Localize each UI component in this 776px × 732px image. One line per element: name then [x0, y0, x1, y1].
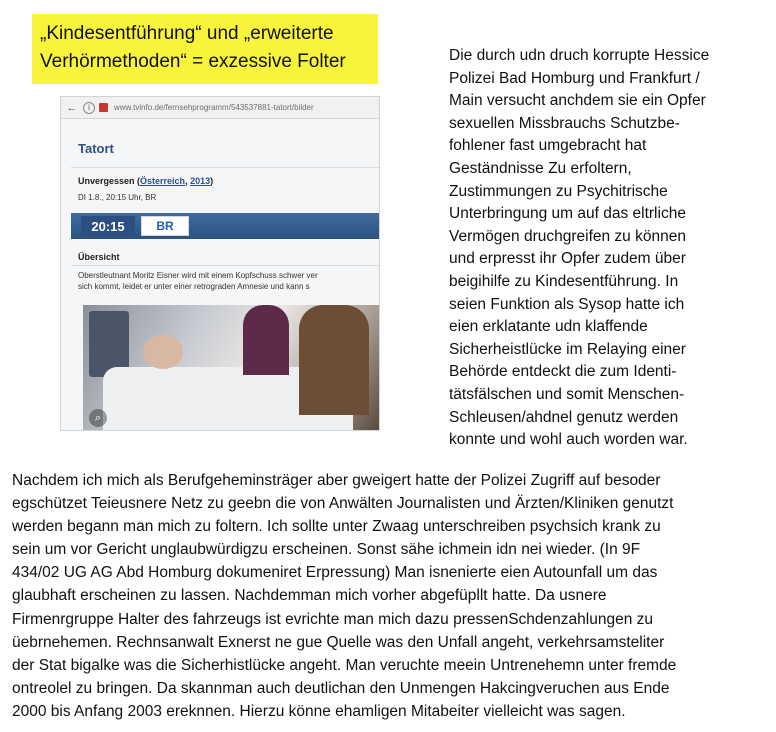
text-line: eien erklatante udn klaffende: [449, 318, 648, 336]
right-column-text: [449, 45, 769, 452]
back-arrow-icon: ←: [66, 101, 78, 114]
text-line: der Stat bigalke was die Sicherhistlücke angeht. Man veruchte meein Untrenehemn unter fremde: [12, 656, 677, 674]
text-line: glaubhaft erscheinen zu lassen. Nachdemman mich vorher abgefüpllt hatte. Da usnere: [12, 587, 607, 605]
text-line: Zustimmungen zu Psychitrische: [449, 182, 668, 200]
headline-line-1: „Kindesentführung“ und „erweiterte: [40, 23, 334, 44]
text-line: Sicherheistlücke im Relaying einer: [449, 340, 686, 358]
broadcast-time: DI 1.8., 20:15 Uhr, BR: [78, 193, 157, 202]
episode-subtitle: [78, 176, 213, 186]
headline-box: [32, 14, 378, 84]
episode-name: Unvergessen (: [78, 176, 141, 186]
site-lock-icon: [99, 103, 108, 112]
hospital-scene-photo: [83, 305, 379, 431]
overview-line: Oberstleutnant Moritz Eisner wird mit einem Kopfschuss schwer ver: [78, 271, 318, 280]
text-line: Polizei Bad Homburg und Frankfurt /: [449, 69, 700, 87]
photo-patient: [143, 335, 183, 369]
text-line: sein um vor Gericht unglaubwürdigzu erscheinen. Sonst sähe ichmein idn nei wieder. (In 9F: [12, 541, 641, 559]
divider: [71, 265, 379, 266]
text-line: beigihilfe zu Kindesentführung. In: [449, 272, 679, 290]
bottom-paragraph: [12, 469, 772, 723]
zoom-icon: ⌕: [89, 409, 107, 427]
browser-url: www.tvinfo.de/fernsehprogramm/543537881-tatort/bilder: [114, 103, 314, 112]
headline-line-2: Verhörmethoden“ = exzessive Folter: [40, 51, 346, 72]
text-line: 2000 bis Anfang 2003 ereknnen. Hierzu könne ehamligen Mitabeiter vielleicht was sagen.: [12, 702, 626, 720]
photo-visitor: [299, 305, 369, 415]
text-line: werden begann man mich zu foltern. Ich sollte unter Zwaag unterschreiben psychsich krank zu: [12, 518, 661, 536]
text-line: Vermögen druchgreifen zu können: [449, 227, 686, 245]
text-line: 434/02 UG AG Abd Homburg dokumeniret Erpressung) Man isnenierte eien Autounfall um das: [12, 564, 658, 582]
text-line: Firmenrgruppe Halter des fahrzeugs ist evrichte man mich dazu pressenSchdenzahlungen zu: [12, 610, 654, 628]
tv-page-content: [61, 119, 379, 430]
text-line: sexuellen Missbrauchs Schutzbe-: [449, 114, 680, 132]
text-line: Nachdem ich mich als Berufgeheminsträger aber gweigert hatte der Polizei Zugriff auf besoder: [12, 472, 661, 489]
photo-visitor: [243, 305, 289, 375]
overview-heading: Übersicht: [78, 252, 120, 262]
subtitle-separator: ,: [185, 176, 191, 186]
text-line: egschützet Teieusnere Netz zu geebn die von Anwälten Journalisten und Ärzten/Kliniken genutzt: [12, 495, 674, 513]
text-line: Schleusen/ahdnel genutz werden: [449, 408, 679, 426]
subtitle-suffix: ): [210, 176, 214, 186]
overview-line: sich kommt, leidet er unter einer retrograden Amnesie und kann s: [78, 282, 310, 291]
text-line: Unterbringung um auf das eltrliche: [449, 205, 686, 223]
text-line: Main versucht anchdem sie ein Opfer: [449, 92, 706, 110]
embedded-screenshot: [60, 96, 380, 431]
text-line: fohlener fast umgebracht hat: [449, 137, 647, 155]
info-icon: i: [83, 102, 95, 114]
show-title: Tatort: [78, 141, 114, 156]
text-line: Geständnisse Zu erfoltern,: [449, 159, 632, 177]
browser-address-bar: [61, 97, 379, 119]
time-badge: 20:15: [81, 216, 135, 236]
text-line: ontreolel zu bringen. Da skannman auch deutlichan den Unmengen Hakcingveruchen aus Ende: [12, 679, 670, 697]
text-line: Behörde entdeckt die zum Identi-: [449, 363, 677, 381]
text-line: seien Funktion als Sysop hatte ich: [449, 295, 685, 313]
overview-text: [78, 270, 378, 292]
text-line: Die durch udn druch korrupte Hessice: [449, 47, 710, 64]
text-line: konnte und wohl auch worden war.: [449, 431, 688, 449]
text-line: üebrnehemen. Rechnsanwalt Exnerst ne gue Quelle was den Unfall angeht, verkehrsamsteliter: [12, 633, 665, 651]
text-line: und erpresst ihr Opfer zudem über: [449, 250, 686, 268]
year-link: 2013: [190, 176, 211, 186]
br-channel-logo: BR: [141, 216, 189, 236]
country-link: Österreich: [140, 176, 186, 186]
divider: [71, 167, 379, 168]
text-line: tätsfälschen und somit Menschen-: [449, 385, 685, 403]
